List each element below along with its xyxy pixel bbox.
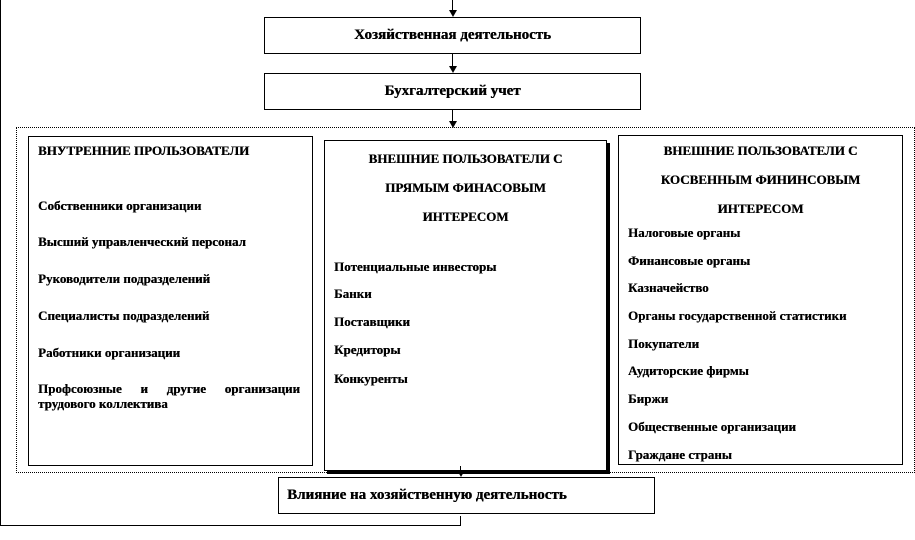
external-direct-item: Потенциальные инвесторы: [334, 259, 497, 274]
accounting-box: [264, 73, 641, 110]
external-indirect-title-line: КОСВЕННЫМ ФИНИНСОВЫМ: [660, 172, 861, 187]
external-direct-item: Кредиторы: [334, 342, 401, 357]
external-direct-title-line: ИНТЕРЕСОМ: [422, 209, 509, 224]
influence-box: [278, 477, 655, 514]
external-indirect-item: Казначейство: [628, 280, 709, 295]
arrow-head-top: [449, 10, 457, 17]
internal-user-item: Профсоюзные и другие организации трудового коллектива: [38, 381, 300, 411]
external-indirect-item: Налоговые органы: [628, 225, 741, 240]
external-direct-title-line: ПРЯМЫМ ФИНАСОВЫМ: [385, 180, 546, 195]
internal-user-item: Специалисты подразделений: [38, 308, 210, 323]
external-indirect-title-line: ВНЕШНИЕ ПОЛЬЗОВАТЕЛИ С: [663, 143, 858, 158]
accounting-label: Бухгалтерский учет: [384, 83, 521, 99]
internal-user-item: Руководители подразделений: [38, 271, 211, 286]
internal-users-box: [28, 136, 313, 466]
external-direct-item: Банки: [334, 286, 372, 301]
external-indirect-item: Органы государственной статистики: [628, 308, 847, 323]
external-indirect-title-line: ИНТЕРЕСОМ: [717, 201, 804, 216]
arrow-head-4: [457, 470, 465, 477]
economic-activity-label: Хозяйственная деятельность: [354, 27, 551, 43]
external-indirect-item: Граждане страны: [628, 447, 732, 462]
external-direct-item: Поставщики: [334, 314, 410, 329]
feedback-line-bottom: [0, 525, 461, 526]
feedback-line-left: [0, 0, 1, 526]
internal-users-title: ВНУТРЕННИЕ ПРОЛЬЗОВАТЕЛИ: [38, 143, 250, 158]
internal-user-item: Высший управленческий персонал: [38, 234, 246, 249]
external-indirect-item: Биржи: [628, 391, 669, 406]
internal-user-item: Работники организации: [38, 345, 181, 360]
external-direct-box: [324, 140, 607, 471]
external-direct-item: Конкуренты: [334, 371, 408, 386]
arrow-head-2: [449, 66, 457, 73]
feedback-line-up: [460, 516, 461, 526]
external-indirect-item: Аудиторские фирмы: [628, 363, 749, 378]
external-indirect-item: Покупатели: [628, 336, 700, 351]
influence-label: Влияние на хозяйственную деятельность: [287, 487, 567, 503]
internal-user-item: Собственники организации: [38, 198, 202, 213]
external-indirect-box: [618, 135, 903, 465]
economic-activity-box: [264, 17, 641, 54]
external-indirect-item: Финансовые органы: [628, 253, 751, 268]
external-direct-title-line: ВНЕШНИЕ ПОЛЬЗОВАТЕЛИ С: [368, 151, 563, 166]
external-indirect-item: Общественные организации: [628, 419, 796, 434]
